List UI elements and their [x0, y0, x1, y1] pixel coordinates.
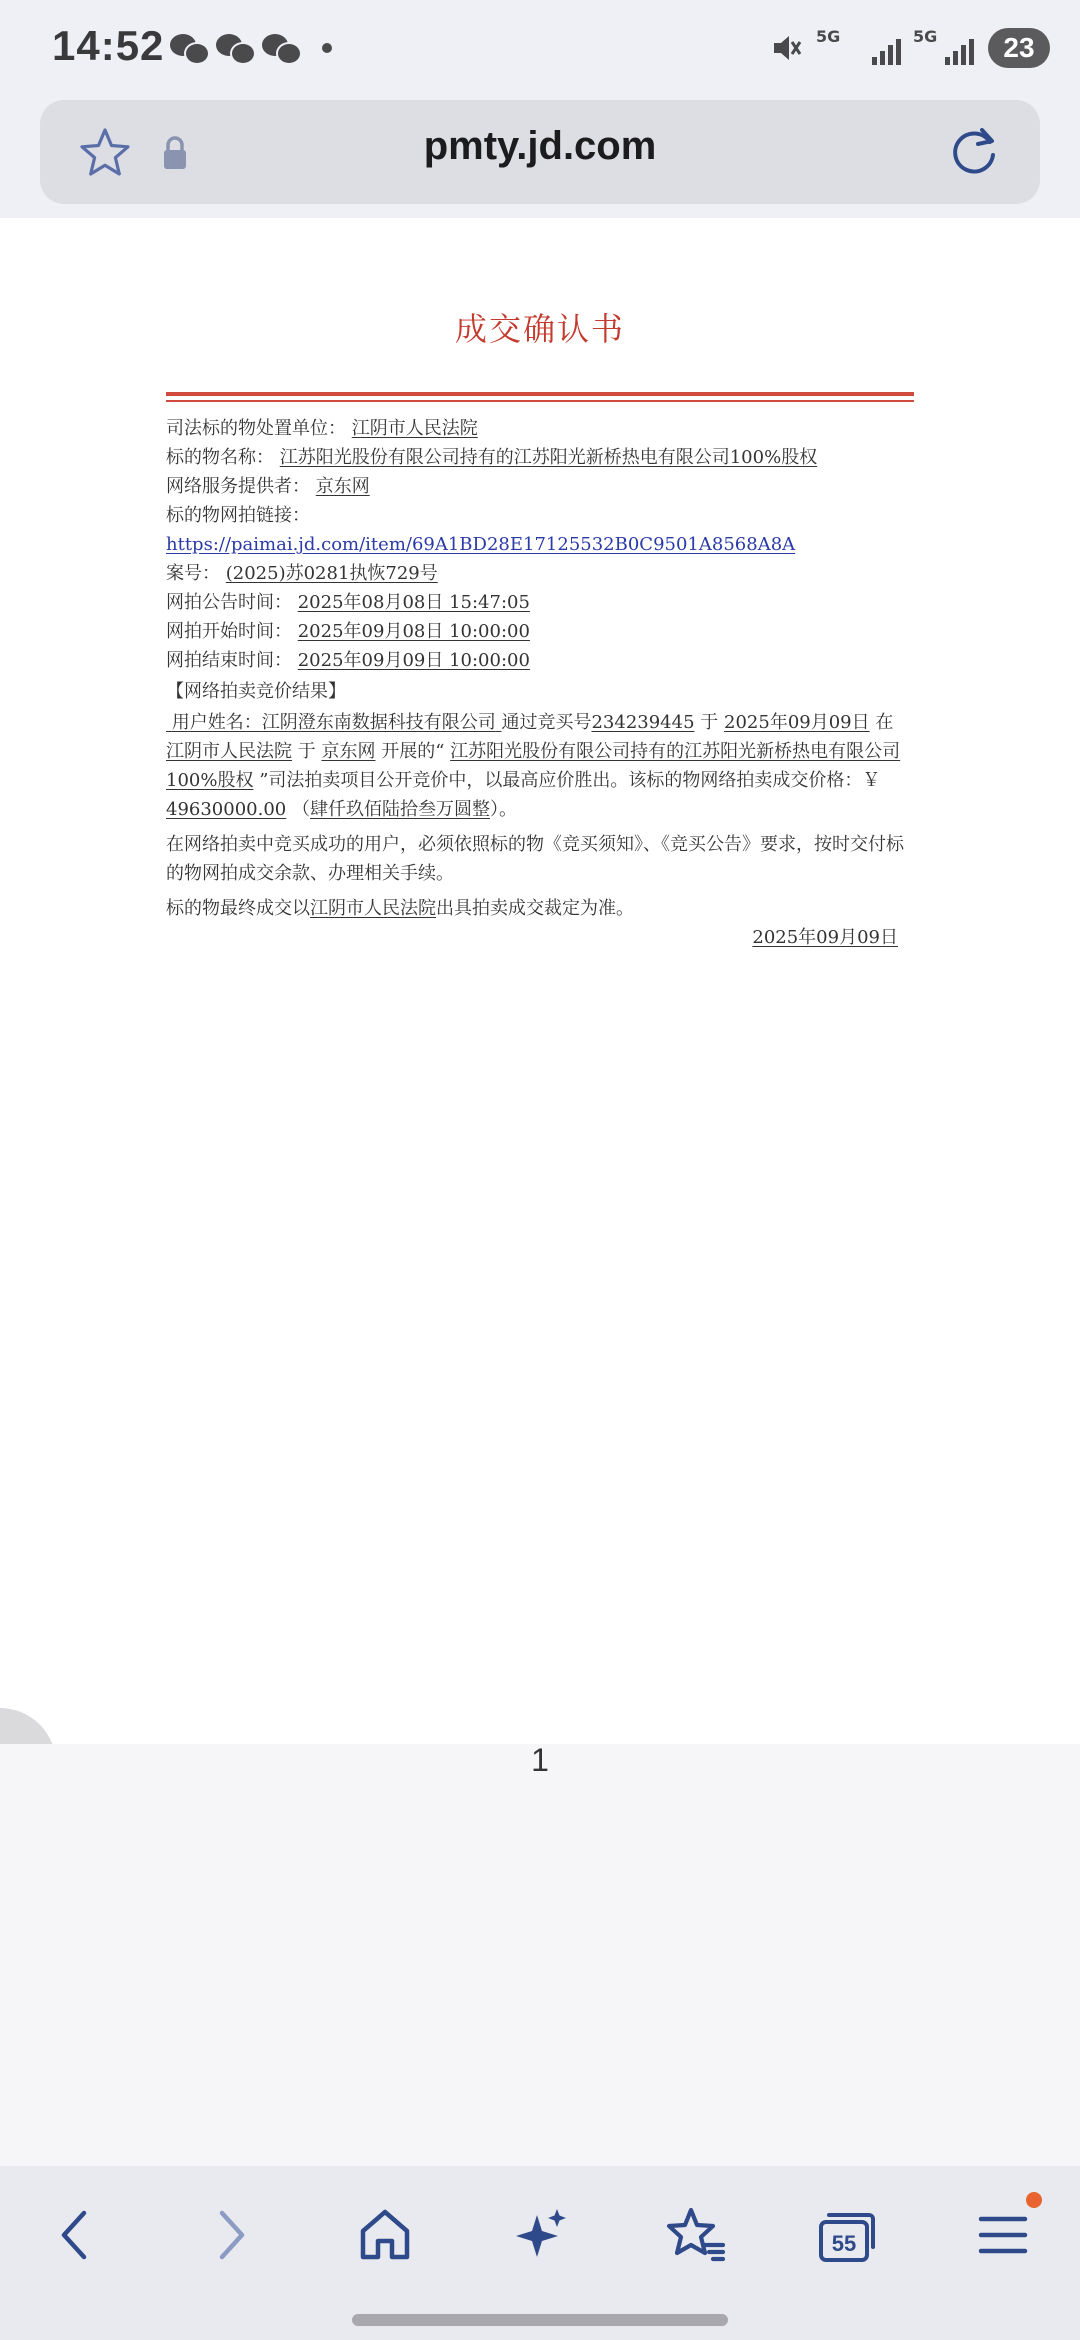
tabs-icon: [815, 2205, 879, 2265]
forward-button[interactable]: [196, 2200, 266, 2270]
status-bar: [0, 0, 1080, 100]
browser-toolbar: [0, 100, 1080, 218]
result-text: ）。: [489, 799, 517, 820]
home-button[interactable]: [350, 2200, 420, 2270]
notice-paragraph: 在网络拍卖中竞买成功的用户，必须依照标的物《竞买须知》、《竞买公告》要求，按时交付标的物网拍成交余款、办理相关手续。: [166, 834, 904, 884]
bid-number: 234239445: [591, 712, 695, 733]
court-name: 江阴市人民法院: [166, 741, 292, 762]
user-label-text: 用户姓名：: [171, 712, 262, 733]
final-text: 出具拍卖成交裁定为准。: [436, 898, 634, 919]
field-row: [166, 501, 906, 559]
field-row: [166, 646, 906, 675]
final-paragraph: [166, 894, 906, 923]
back-icon: [50, 2205, 100, 2265]
field-label: 网拍结束时间：: [166, 650, 292, 671]
result-text: 于: [700, 712, 719, 733]
battery-indicator: 23: [988, 28, 1050, 68]
result-heading: 【网络拍卖竞价结果】: [166, 681, 346, 702]
notification-badge: [1026, 2192, 1042, 2208]
result-text: ”司法拍卖项目公开竞价中，以最高应价胜出。该标的物网络拍卖成交价格：￥: [259, 770, 881, 791]
winner-name: 江阴澄东南数据科技有限公司: [261, 712, 496, 733]
wechat-icon: [170, 32, 208, 64]
user-label: [166, 712, 501, 733]
result-text: 开展的“: [381, 741, 445, 762]
mute-icon: [770, 31, 804, 65]
ai-sparkle-icon: [511, 2205, 571, 2265]
notification-icons: [170, 32, 332, 64]
tabs-count: 55: [831, 2231, 857, 2256]
field-value: 京东网: [315, 476, 370, 497]
signal-icon: [913, 27, 974, 65]
title-divider: [166, 392, 914, 396]
signature-date: [166, 923, 906, 952]
result-date: 2025年09月09日: [724, 712, 870, 733]
title-divider: [166, 400, 914, 402]
field-label: 网拍公告时间：: [166, 592, 292, 613]
back-button[interactable]: [40, 2200, 110, 2270]
home-icon: [355, 2205, 415, 2265]
document-page: [0, 218, 1080, 1744]
page-number: 1: [531, 1742, 549, 1778]
status-time: 14:52: [52, 22, 165, 69]
field-value: 2025年09月09日 10:00:00: [297, 650, 530, 671]
auction-link[interactable]: https://paimai.jd.com/item/69A1BD28E17125532B0C9501A8568A8A: [166, 534, 796, 555]
bottom-navigation: [0, 2166, 1080, 2340]
network-type-label: 5G: [816, 27, 841, 46]
final-text: 标的物最终成交以: [166, 898, 310, 919]
forward-icon: [206, 2205, 256, 2265]
wechat-icon: [216, 32, 254, 64]
result-text: 在: [875, 712, 894, 733]
address-bar[interactable]: [40, 100, 1040, 204]
signal-icon: [816, 27, 858, 65]
result-text: 于: [297, 741, 316, 762]
ai-assistant-button[interactable]: [506, 2200, 576, 2270]
wechat-icon: [262, 32, 300, 64]
result-paragraph: [166, 708, 906, 824]
field-label: 网拍开始时间：: [166, 621, 292, 642]
gesture-home-bar[interactable]: [352, 2314, 728, 2326]
document-title: 成交确认书: [454, 310, 625, 348]
menu-button[interactable]: [968, 2200, 1038, 2270]
tabs-button[interactable]: [812, 2200, 882, 2270]
result-text: （: [291, 799, 310, 820]
field-label: 网络服务提供者：: [166, 476, 310, 497]
field-row: [166, 617, 906, 646]
signal-icon: [872, 31, 901, 65]
court-name: 江阴市人民法院: [310, 898, 436, 919]
field-row: [166, 588, 906, 617]
field-value: (2025)苏0281执恢729号: [225, 563, 438, 584]
result-text: 通过竞买号: [501, 712, 592, 733]
platform-name: 京东网: [321, 741, 376, 762]
bookmarks-icon: [663, 2205, 727, 2265]
field-label: 标的物名称：: [166, 447, 274, 468]
url-text[interactable]: pmty.jd.com: [423, 124, 657, 168]
field-value: 2025年09月08日 10:00:00: [297, 621, 530, 642]
signature-date-value: 2025年09月09日: [752, 927, 898, 948]
subject-name: 江苏阳光股份有限公司持有的江苏阳光新桥热电有限公司100%股权: [166, 741, 901, 791]
field-value: 江苏阳光股份有限公司持有的江苏阳光新桥热电有限公司100%股权: [279, 447, 818, 468]
final-price: 49630000.00: [166, 799, 287, 820]
floating-side-handle[interactable]: [0, 1708, 56, 1744]
bookmarks-button[interactable]: [660, 2200, 730, 2270]
field-row: [166, 559, 906, 588]
menu-icon: [975, 2207, 1031, 2263]
price-in-words: 肆仟玖佰陆拾叁万圆整: [309, 799, 490, 820]
reload-icon[interactable]: [946, 124, 1002, 180]
field-row: [166, 414, 906, 443]
field-row: [166, 472, 906, 501]
field-label: 案号：: [166, 563, 220, 584]
field-value: 2025年08月08日 15:47:05: [297, 592, 530, 613]
field-row: [166, 443, 906, 472]
field-label: 标的物网拍链接：: [166, 505, 310, 526]
field-label: 司法标的物处置单位：: [166, 418, 346, 439]
field-value: 江阴市人民法院: [351, 418, 478, 439]
dot-icon: [322, 43, 332, 53]
document-body: [166, 414, 906, 952]
network-type-label: 5G: [913, 27, 938, 46]
